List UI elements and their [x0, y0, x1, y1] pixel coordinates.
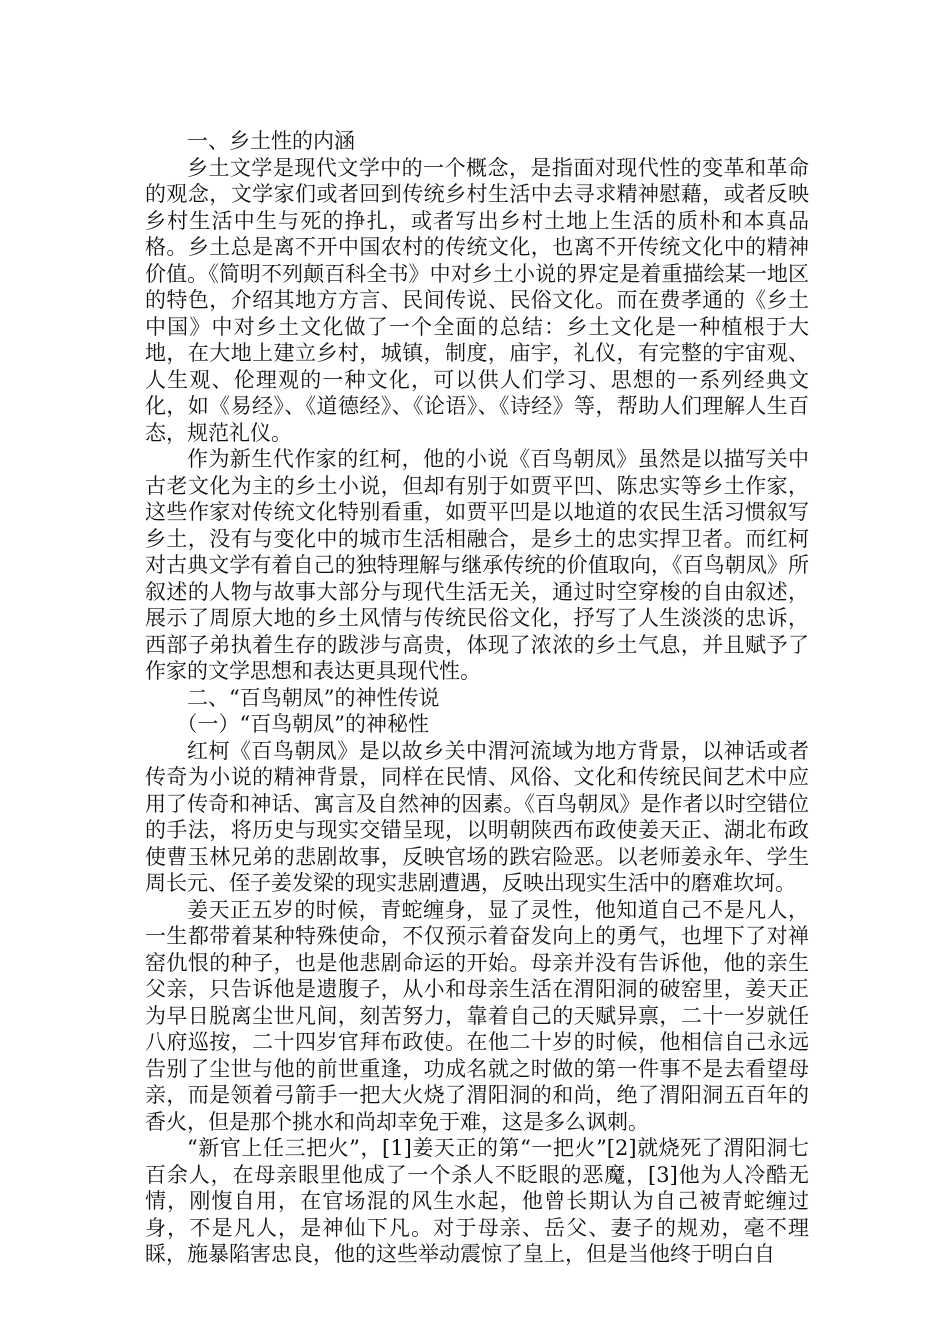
paragraph-4: 姜天正五岁的时候，青蛇缠身，显了灵性，他知道自己不是凡人，一生都带着某种特殊使命，不仅预示着奋发向上的勇气，也埋下了对禅窑仇恨的种子，也是他悲剧命运的开始。母亲并没有告诉他，他的亲生父亲，只告诉他是遗腹子，从小和母亲生活在渭阳洞的破窑里，姜天正为早日脱离尘世凡间，刻苦努力，靠着自己的天赋异禀，二十一岁就任八府巡按，二十四岁官拜布政使。在他二十岁的时候，他相信自己永远告别了尘世与他的前世重逢，功成名就之时做的第一件事不是去看望母亲，而是领着弓箭手一把大火烧了渭阳洞的和尚，绝了渭阳洞五百年的香火，但是那个挑水和尚却幸免于难，这是多么讽刺。	[145, 897, 809, 1134]
document-page	[145, 128, 809, 1268]
paragraph-2: 作为新生代作家的红柯，他的小说《百鸟朝凤》虽然是以描写关中古老文化为主的乡土小说，但却有别于如贾平凹、陈忠实等乡土作家，这些作家对传统文化特别看重，如贾平凹是以地道的农民生活习惯叙写乡土，没有与变化中的城市生活相融合，是乡土的忠实捍卫者。而红柯对古典文学有着自己的独特理解与继承传统的价值取向，《百鸟朝凤》所叙述的人物与故事大部分与现代生活无关，通过时空穿梭的自由叙述，展示了周原大地的乡土风情与传统民俗文化，抒写了人生淡淡的忠诉，西部子弟执着生存的跋涉与高贵，体现了浓浓的乡土气息，并且赋予了作家的文学思想和表达更具现代性。	[145, 447, 809, 683]
section-heading-2: 二、“百鸟朝凤”的神性传说	[187, 685, 440, 710]
subsection-heading-1: （一）“百鸟朝凤”的神秘性	[176, 712, 429, 736]
section-heading-1: 一、乡土性的内涵	[187, 129, 355, 153]
paragraph-5: “新官上任三把火”，[1]姜天正的第“一把火”[2]就烧死了渭阳洞七百余人，在母亲眼里他成了一个杀人不眨眼的恶魔，[3]他为人冷酷无情，刚愎自用，在官场混的风生水起，他曾长期认为自己被青蛇缠过身，不是凡人，是神仙下凡。对于母亲、岳父、妻子的规劝，毫不理睬，施暴陷害忠良，他的这些举动震惊了皇上，但是当他终于明白自	[145, 1136, 809, 1266]
paragraph-3: 红柯《百鸟朝凤》是以故乡关中渭河流域为地方背景，以神话或者传奇为小说的精神背景，同样在民情、风俗、文化和传统民间艺术中应用了传奇和神话、寓言及自然神的因素。《百鸟朝凤》是作者以时空错位的手法，将历史与现实交错呈现，以明朝陕西布政使姜天正、湖北布政使曹玉林兄弟的悲剧故事，反映官场的跌宕险恶。以老师姜永年、学生周长元、侄子姜发梁的现实悲剧遭遇，反映出现实生活中的磨难坎坷。	[145, 738, 809, 895]
paragraph-1: 乡土文学是现代文学中的一个概念，是指面对现代性的变革和革命的观念，文学家们或者回到传统乡村生活中去寻求精神慰藉，或者反映乡村生活中生与死的挣扎，或者写出乡村土地上生活的质朴和本真品格。乡土总是离不开中国农村的传统文化，也离不开传统文化中的精神价值。《简明不列颠百科全书》中对乡土小说的界定是着重描绘某一地区的特色，介绍其地方方言、民间传说、民俗文化。而在费孝通的《乡土中国》中对乡土文化做了一个全面的总结：乡土文化是一种植根于大地，在大地上建立乡村，城镇，制度，庙宇，礼仪，有完整的宇宙观、人生观、伦理观的一种文化，可以供人们学习、思想的一系列经典文化，如《易经》、《道德经》、《论语》、《诗经》等，帮助人们理解人生百态，规范礼仪。	[145, 155, 809, 445]
